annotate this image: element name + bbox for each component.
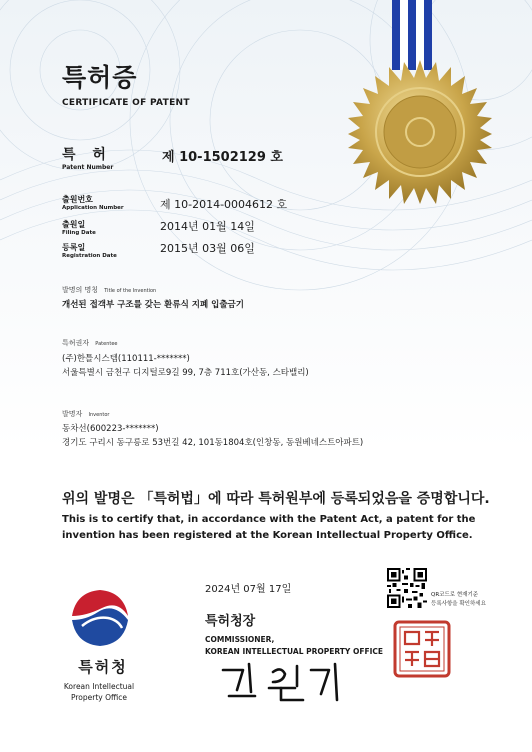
commissioner-signature <box>215 660 345 704</box>
application-number-label: 출원번호 <box>62 195 93 204</box>
certification-statement-korean: 위의 발명은 「특허법」에 따라 특허원부에 등록되었음을 증명합니다. <box>62 491 490 507</box>
gold-seal-icon <box>346 58 494 206</box>
kipo-logo-icon <box>68 586 132 650</box>
patentee-address: 서울특별시 금천구 디지털로9길 99, 7층 711호(가산동, 스타밸리) <box>62 368 309 378</box>
certificate-title: 특허증 <box>62 63 138 92</box>
certification-statement-english-line1: This is to certify that, in accordance with the Patent Act, a patent for the <box>62 514 476 525</box>
commissioner-title-english-line1: COMMISSIONER, <box>205 635 275 644</box>
application-number-label-english: Application Number <box>62 205 124 211</box>
patentee-label-english: Patentee <box>95 341 118 347</box>
qr-code-icon <box>387 568 427 608</box>
invention-title-label: 발명의 명칭 Title of the Invention <box>62 286 157 294</box>
commissioner-title-english-line2: KOREAN INTELLECTUAL PROPERTY OFFICE <box>205 647 384 656</box>
office-name: 특허청 <box>78 658 128 676</box>
inventor-name: 동차선(600223-*******) <box>62 424 159 434</box>
filing-date-label-english: Filing Date <box>62 230 96 236</box>
filing-date-value: 2014년 01월 14일 <box>160 220 255 233</box>
patentee-label: 특허권자 Patentee <box>62 339 118 347</box>
patent-number-label: 특 허 <box>62 147 112 163</box>
invention-title-label-english: Title of the Invention <box>104 288 157 294</box>
filing-date-label: 출원일 <box>62 220 86 229</box>
official-red-stamp <box>393 620 451 678</box>
patent-number-value: 제 10-1502129 호 <box>162 150 283 165</box>
registration-date-label: 등록일 <box>62 243 86 252</box>
application-number-value: 제 10-2014-0004612 호 <box>160 198 288 211</box>
invention-title: 개선된 접객부 구조를 갖는 환류식 지폐 입출금기 <box>62 300 244 310</box>
patentee-name: (주)한틀시스템(110111-*******) <box>62 354 190 364</box>
qr-instruction-line2: 등록사항을 확인하세요 <box>431 601 486 607</box>
inventor-label: 발명자 Inventor <box>62 410 110 418</box>
inventor-address: 경기도 구리시 동구릉로 53번길 42, 101동1804호(인창동, 동원베네스트아파트) <box>62 438 364 448</box>
certification-statement-english-line2: invention has been registered at the Korean Intellectual Property Office. <box>62 530 473 541</box>
certificate-title-english: CERTIFICATE OF PATENT <box>62 98 190 108</box>
qr-instruction-line1: QR코드로 현재기준 <box>431 592 479 598</box>
inventor-label-english: Inventor <box>88 412 110 418</box>
office-name-english-line2: Property Office <box>70 693 127 702</box>
issue-date: 2024년 07월 17일 <box>205 584 292 595</box>
patent-number-label-english: Patent Number <box>62 164 114 171</box>
registration-date-value: 2015년 03월 06일 <box>160 242 255 255</box>
registration-date-label-english: Registration Date <box>62 253 117 259</box>
office-name-english-line1: Korean Intellectual <box>63 682 135 691</box>
commissioner-title: 특허청장 <box>205 614 256 629</box>
